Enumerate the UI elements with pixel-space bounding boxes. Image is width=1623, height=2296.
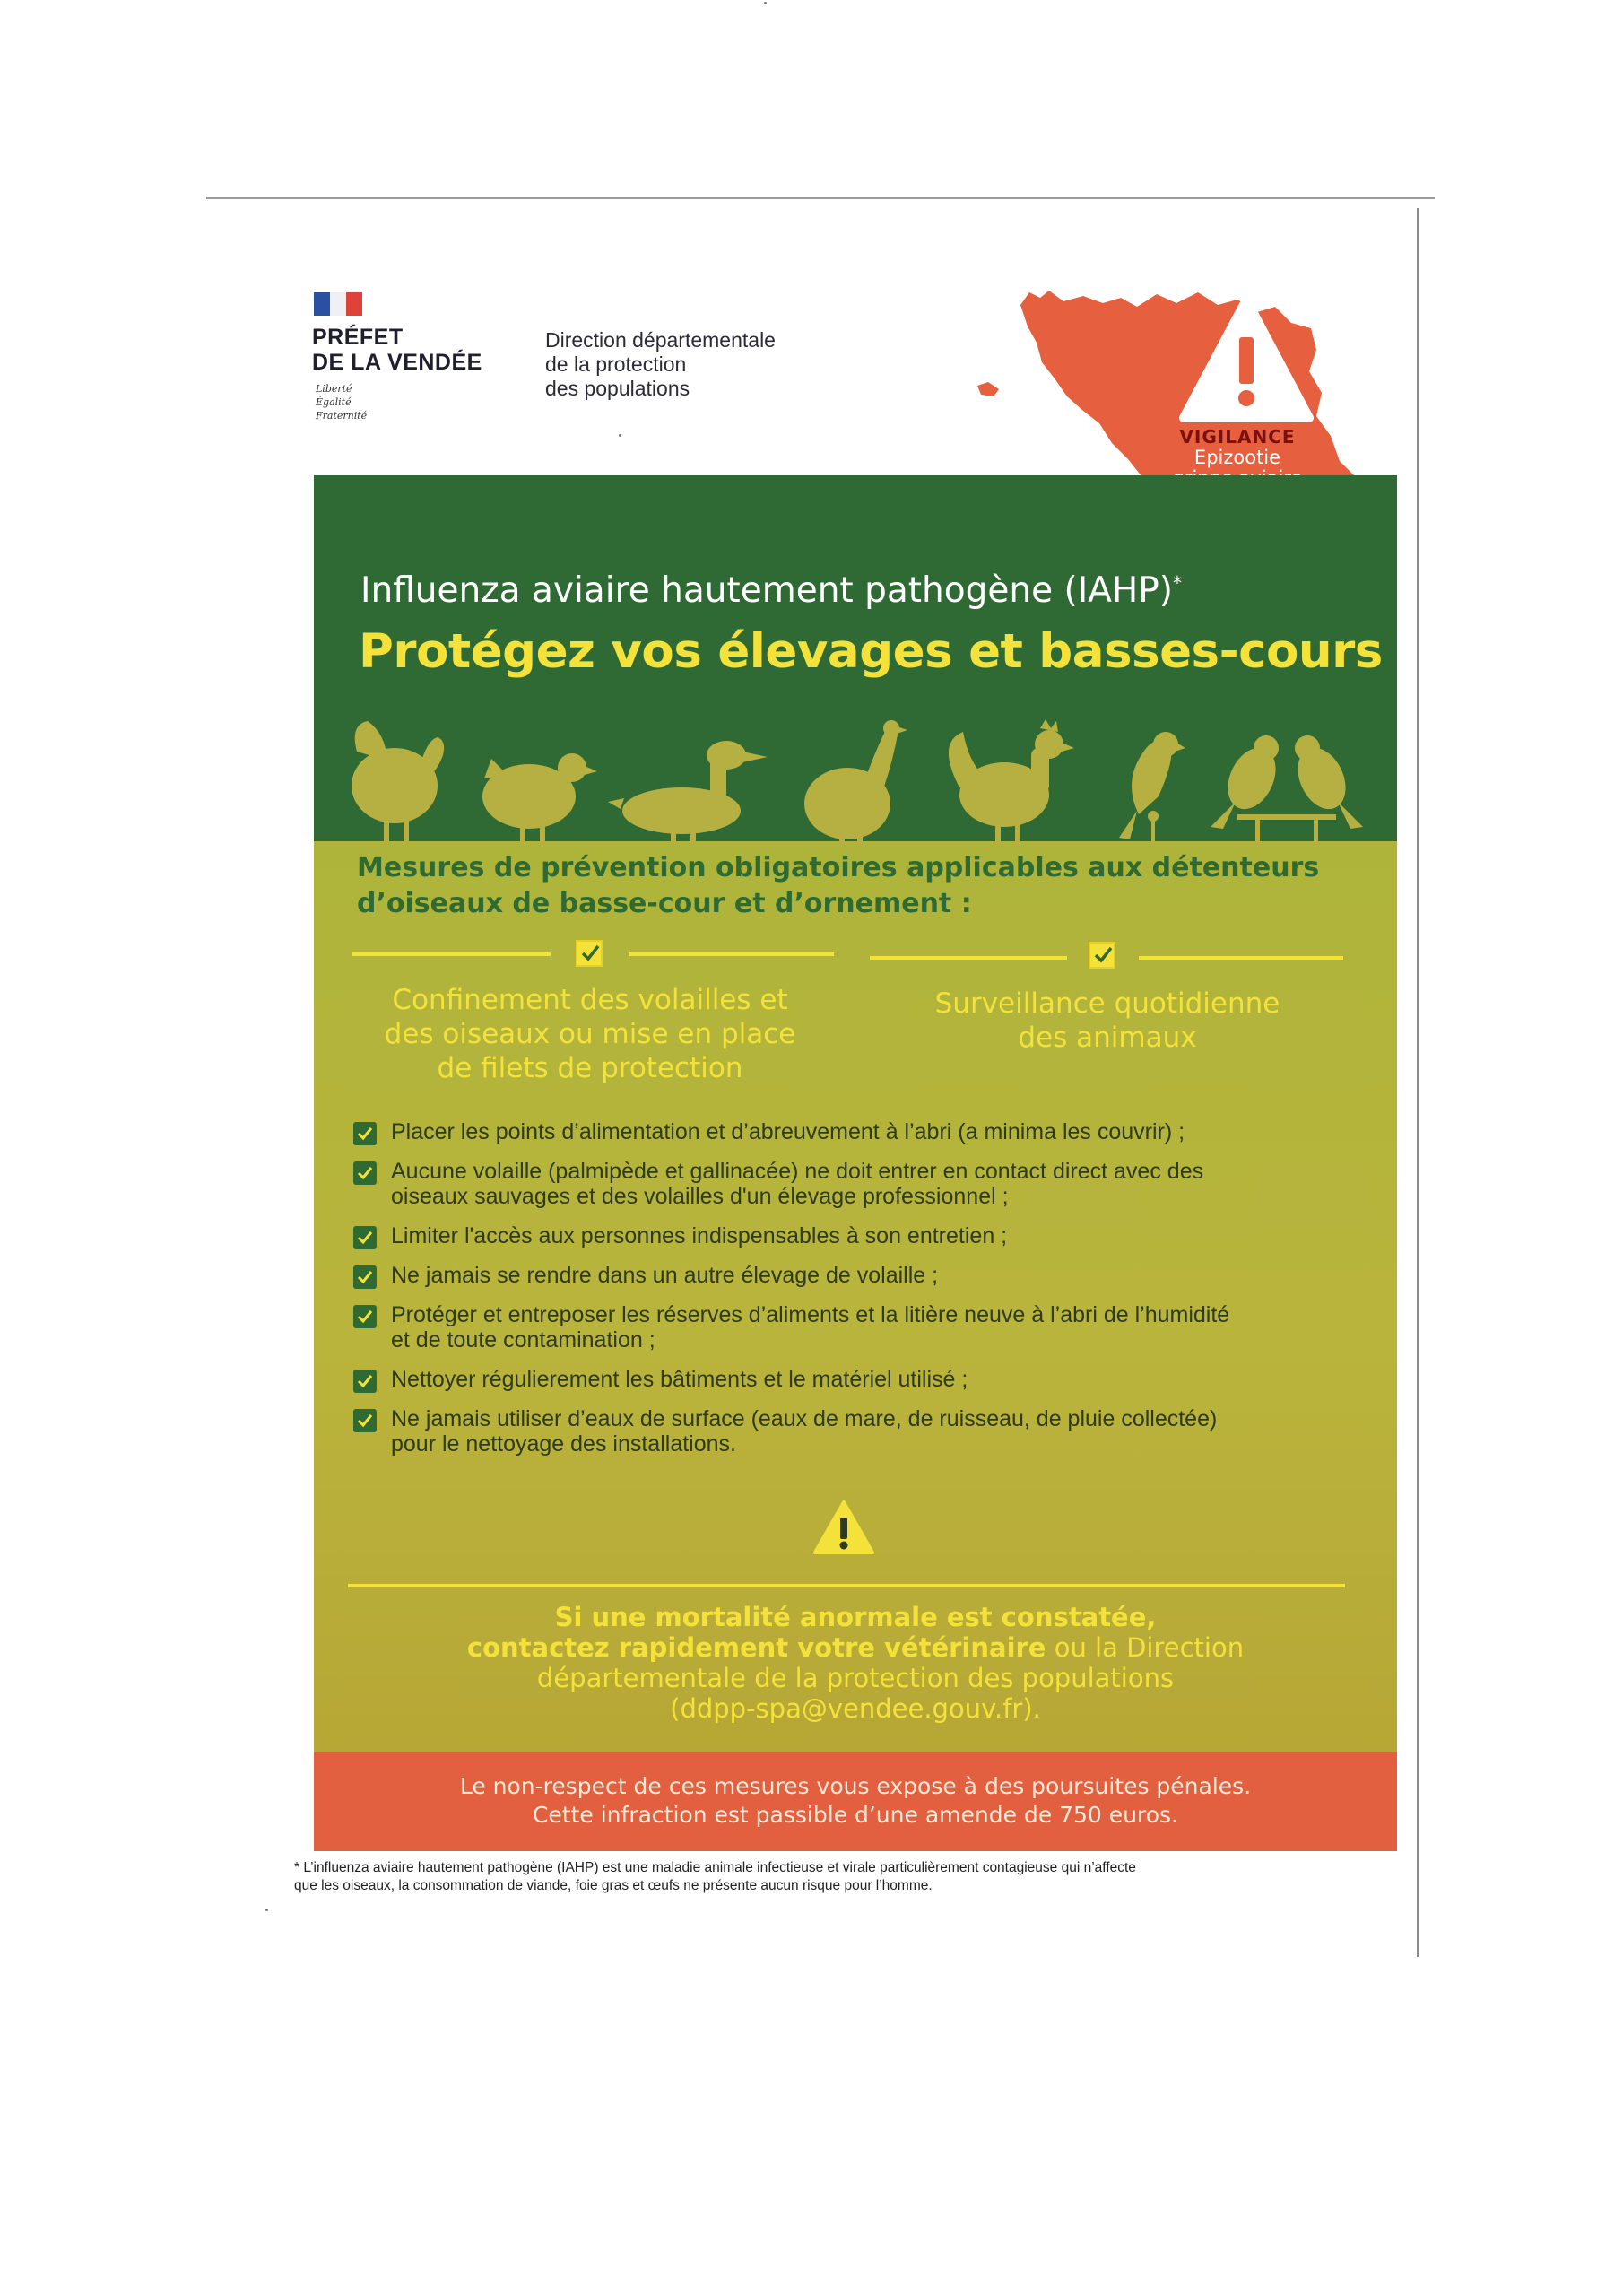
measure-line: Aucune volaille (palmipède et gallinacée) ne doit entrer en contact direct avec des: [391, 1159, 1204, 1184]
iahp-poster: [314, 475, 1397, 1851]
hen-icon: [482, 753, 597, 845]
mortality-alert: [314, 1602, 1397, 1724]
scan-border-right: [1417, 208, 1419, 1957]
penalty-line: Cette infraction est passible d’une amende de 750 euros.: [532, 1802, 1179, 1828]
motto-line: Fraternité: [316, 410, 368, 422]
guinea-fowl-icon: [804, 720, 907, 847]
turkey-icon: [352, 721, 444, 843]
separator-line: [629, 952, 834, 956]
ddpp-line: des populations: [545, 377, 690, 400]
title-asterisk: *: [1172, 572, 1182, 594]
measures-heading: [357, 850, 1370, 922]
alert-line: ou la Direction: [1046, 1632, 1245, 1663]
prefet-line: PRÉFET: [312, 325, 404, 350]
prefet-de-la-vendee: [312, 325, 482, 375]
alert-separator: [348, 1584, 1345, 1587]
vigilance-line: Epizootie: [1193, 447, 1281, 468]
alert-line: Si une mortalité anormale est constatée,: [554, 1602, 1157, 1632]
footnote: [294, 1859, 1352, 1895]
key-measure-line: des animaux: [1018, 1022, 1197, 1054]
penalty-line: Le non-respect de ces mesures vous expose à des poursuites pénales.: [459, 1773, 1252, 1799]
list-item: [353, 1223, 1376, 1248]
measures-list: [353, 1119, 1376, 1471]
heading-line: d’oiseaux de basse-cour et d’ornement :: [357, 888, 972, 919]
checkbox-icon: [353, 1161, 377, 1185]
measure-line: pour le nettoyage des installations.: [391, 1431, 736, 1457]
ddpp-line: Direction départementale: [545, 328, 776, 352]
checkbox-icon: [576, 940, 603, 967]
list-item: [353, 1263, 1376, 1288]
scan-border-top: [206, 197, 1435, 199]
checkbox-icon: [353, 1409, 377, 1432]
scan-speck: [764, 2, 767, 4]
measure-line: Ne jamais utiliser d’eaux de surface (eaux de mare, de ruisseau, de pluie collectée): [391, 1406, 1218, 1431]
key-measure-confinement: [339, 983, 841, 1085]
key-measure-surveillance: [870, 987, 1345, 1055]
list-item: [353, 1119, 1376, 1144]
poster-title: [360, 570, 1182, 611]
ddpp-title: [545, 328, 776, 401]
motto-line: Liberté: [316, 383, 352, 395]
checkbox-icon: [353, 1226, 377, 1249]
key-measure-line: Surveillance quotidienne: [934, 987, 1280, 1020]
warning-icon: [812, 1500, 875, 1555]
list-item: [353, 1406, 1376, 1457]
scan-speck: [265, 1909, 268, 1911]
checkbox-icon: [353, 1122, 377, 1145]
checkbox-icon: [353, 1370, 377, 1393]
parrot-icon: [1119, 732, 1185, 847]
measure-line: Ne jamais se rendre dans un autre élevage de volaille ;: [391, 1263, 939, 1288]
alert-line: contactez rapidement votre vétérinaire: [466, 1632, 1046, 1663]
list-item: [353, 1302, 1376, 1352]
key-measure-line: des oiseaux ou mise en place: [384, 1018, 796, 1050]
title-text: Influenza aviaire hautement pathogène (IAHP): [360, 570, 1173, 611]
bird-silhouettes: [341, 716, 1372, 850]
footnote-line: * L’influenza aviaire hautement pathogène (IAHP) est une maladie animale infectieuse et virale particulièrement contagieuse qui n’affecte: [294, 1860, 1136, 1875]
key-measure-line: de filets de protection: [437, 1052, 743, 1084]
heading-line: Mesures de prévention obligatoires applicables aux détenteurs: [357, 852, 1320, 883]
lovebirds-icon: [1211, 735, 1363, 847]
scan-speck: [619, 434, 621, 437]
measure-line: Limiter l'accès aux personnes indispensables à son entretien ;: [391, 1223, 1008, 1248]
measure-line: Nettoyer régulierement les bâtiments et le matériel utilisé ;: [391, 1367, 968, 1392]
alert-email: (ddpp-spa@vendee.gouv.fr).: [670, 1693, 1041, 1724]
duck-icon: [608, 741, 768, 847]
checkbox-icon: [353, 1265, 377, 1289]
measure-line: Placer les points d’alimentation et d’abreuvement à l’abri (a minima les couvrir) ;: [391, 1119, 1185, 1144]
prefet-line: DE LA VENDÉE: [312, 350, 482, 375]
list-item: [353, 1159, 1376, 1209]
poster-headline: Protégez vos élevages et basses-cours: [359, 624, 1383, 679]
separator-line: [1139, 956, 1343, 960]
checkbox-icon: [1089, 942, 1115, 969]
footnote-line: que les oiseaux, la consommation de viande, foie gras et œufs ne présente aucun risque pour l’homme.: [294, 1878, 933, 1893]
key-measure-line: Confinement des volailles et: [392, 984, 788, 1016]
penalty-notice: [314, 1772, 1397, 1830]
motto-line: Égalité: [316, 396, 352, 408]
list-item: [353, 1367, 1376, 1392]
measure-line: oiseaux sauvages et des volailles d'un élevage professionnel ;: [391, 1184, 1009, 1209]
separator-line: [352, 952, 551, 956]
measure-line: et de toute contamination ;: [391, 1327, 655, 1352]
rooster-icon: [949, 719, 1074, 847]
measure-line: Protéger et entreposer les réserves d’aliments et la litière neuve à l’abri de l’humidité: [391, 1302, 1230, 1327]
ddpp-line: de la protection: [545, 352, 687, 376]
republic-motto: [316, 382, 367, 422]
vigilance-line: VIGILANCE: [1179, 426, 1296, 448]
alert-line: départementale de la protection des populations: [536, 1663, 1175, 1693]
separator-line: [870, 956, 1067, 960]
checkbox-icon: [353, 1305, 377, 1328]
marianne-flag-logo: [314, 292, 362, 316]
